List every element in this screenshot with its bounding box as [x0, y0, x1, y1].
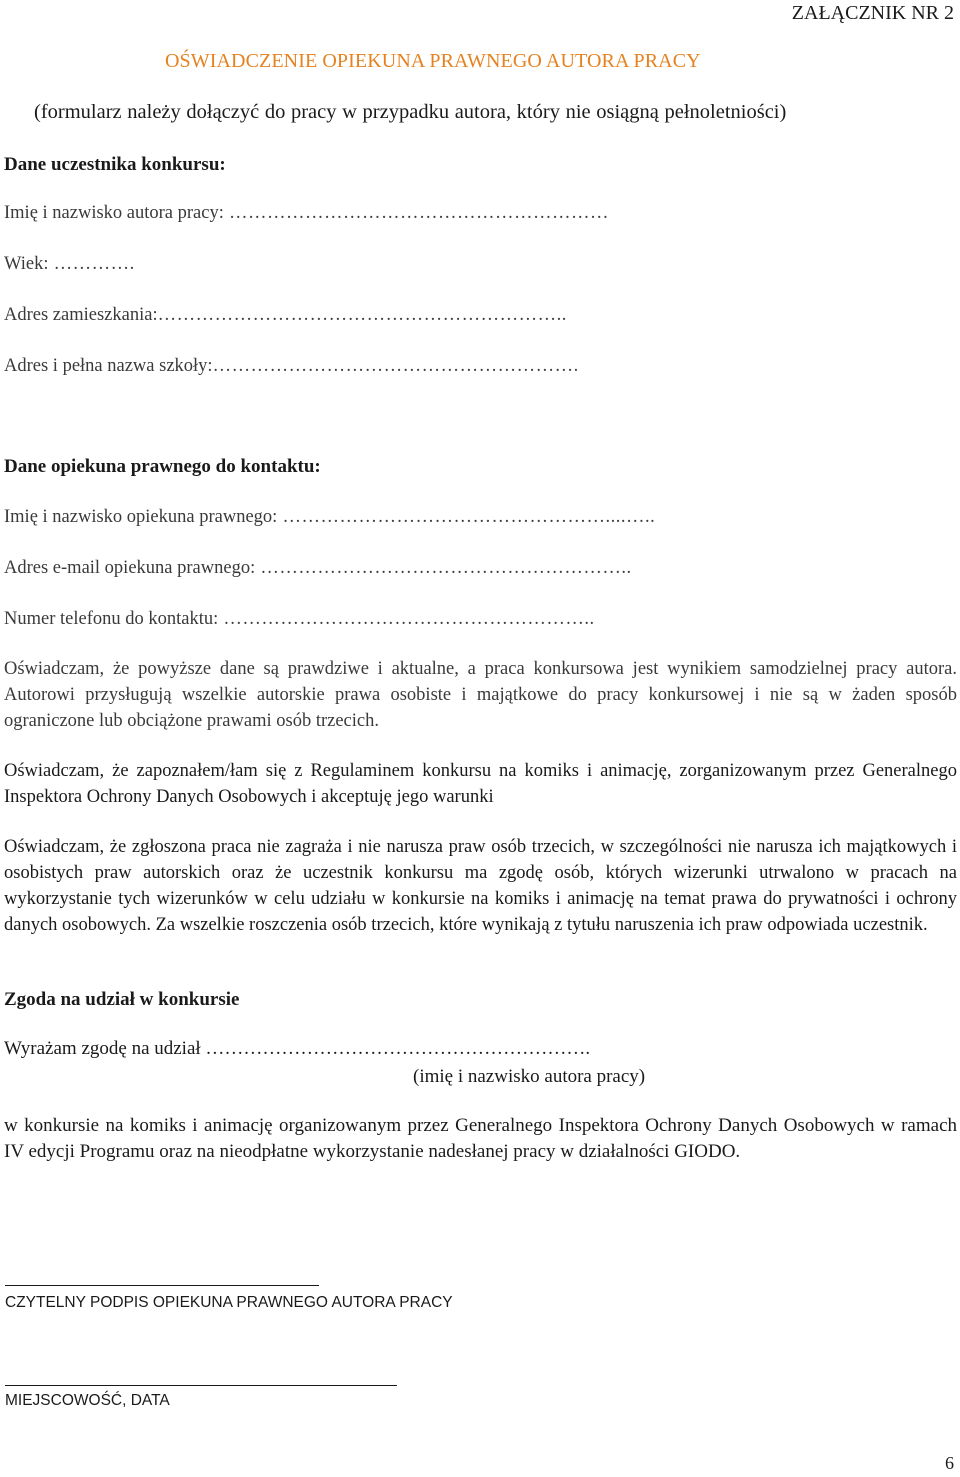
field-blank[interactable]: ………………………………………………………..	[157, 305, 567, 325]
document-title: OŚWIADCZENIE OPIEKUNA PRAWNEGO AUTORA PRACY	[165, 50, 701, 72]
field-label: Adres e-mail opiekuna prawnego:	[4, 558, 256, 578]
consent-name-caption: (imię i nazwisko autora pracy)	[413, 1066, 646, 1087]
field-label: Wiek:	[4, 254, 49, 274]
declaration-third-party-rights: Oświadczam, że zgłoszona praca nie zagraża i nie narusza praw osób trzecich, w szczególności nie narusza ich majątkowych i osobistych praw autorskich oraz że uczestnik konkursu ma zgodę osób, których wizerunki utrwalono w pracach na wykorzystanie tych wizerunków w celu udziału w konkursie na komiks i animację na temat prawa do prywatności i ochrony danych osobowych. Za wszelkie roszczenia osób trzecich, które wynikają z tytułu naruszenia ich praw odpowiada uczestnik.	[4, 837, 957, 935]
author-name-field[interactable]	[4, 203, 609, 224]
annex-label: ZAŁĄCZNIK NR 2	[791, 2, 954, 24]
field-blank[interactable]: …………………………………………………….	[200, 1038, 591, 1059]
field-label: Imię i nazwisko opiekuna prawnego:	[4, 507, 278, 527]
field-blank[interactable]: ………………………………………………….	[212, 356, 579, 376]
place-date-label: MIEJSCOWOŚĆ, DATA	[5, 1392, 170, 1409]
field-blank[interactable]: ……………………………………………………	[223, 203, 609, 223]
guardian-signature-label: CZYTELNY PODPIS OPIEKUNA PRAWNEGO AUTORA PRACY	[5, 1294, 453, 1311]
guardian-heading: Dane opiekuna prawnego do kontaktu:	[4, 456, 321, 477]
field-blank[interactable]: ………….	[48, 254, 135, 274]
field-blank[interactable]: …………………………………………………..	[218, 609, 595, 629]
field-label: Numer telefonu do kontaktu:	[4, 609, 219, 629]
guardian-phone-field[interactable]	[4, 609, 595, 630]
declaration-rules-accepted: Oświadczam, że zapoznałem/łam się z Regulaminem konkursu na komiks i animację, zorganizowanym przez Generalnego Inspektora Ochrony Danych Osobowych i akceptuję jego warunki	[4, 761, 957, 807]
participant-heading: Dane uczestnika konkursu:	[4, 154, 226, 175]
school-field[interactable]	[4, 356, 579, 377]
field-blank[interactable]: …………………………………………………..	[255, 558, 632, 578]
consent-name-field[interactable]	[4, 1038, 590, 1060]
guardian-name-field[interactable]	[4, 507, 655, 528]
declaration-data-truth: Oświadczam, że powyższe dane są prawdziwe i aktualne, a praca konkursowa jest wynikiem samodzielnej pracy autora. Autorowi przysługują wszelkie autorskie prawa osobiste i majątkowe do pracy konkursowej i nie są w żaden sposób ograniczone lub obciążone prawami osób trzecich.	[4, 659, 957, 731]
age-field[interactable]	[4, 254, 135, 275]
place-date-line[interactable]	[5, 1385, 397, 1386]
field-label: Adres zamieszkania:	[4, 305, 158, 325]
consent-text: w konkursie na komiks i animację organizowanym przez Generalnego Inspektora Ochrony Danych Osobowych w ramach IV edycji Programu oraz na nieodpłatne wykorzystanie nadesłanej pracy w działalności GIODO.	[4, 1115, 957, 1162]
address-field[interactable]	[4, 305, 567, 326]
guardian-email-field[interactable]	[4, 558, 632, 579]
field-blank[interactable]: ……………………………………………....…..	[277, 507, 656, 527]
form-note: (formularz należy dołączyć do pracy w przypadku autora, który nie osiągną pełnoletniości)	[34, 101, 787, 123]
field-label: Imię i nazwisko autora pracy:	[4, 203, 224, 223]
field-label: Wyrażam zgodę na udział	[4, 1038, 201, 1059]
page-number: 6	[945, 1453, 954, 1473]
signature-line[interactable]	[5, 1285, 319, 1286]
consent-heading: Zgoda na udział w konkursie	[4, 989, 240, 1010]
field-label: Adres i pełna nazwa szkoły:	[4, 356, 213, 376]
